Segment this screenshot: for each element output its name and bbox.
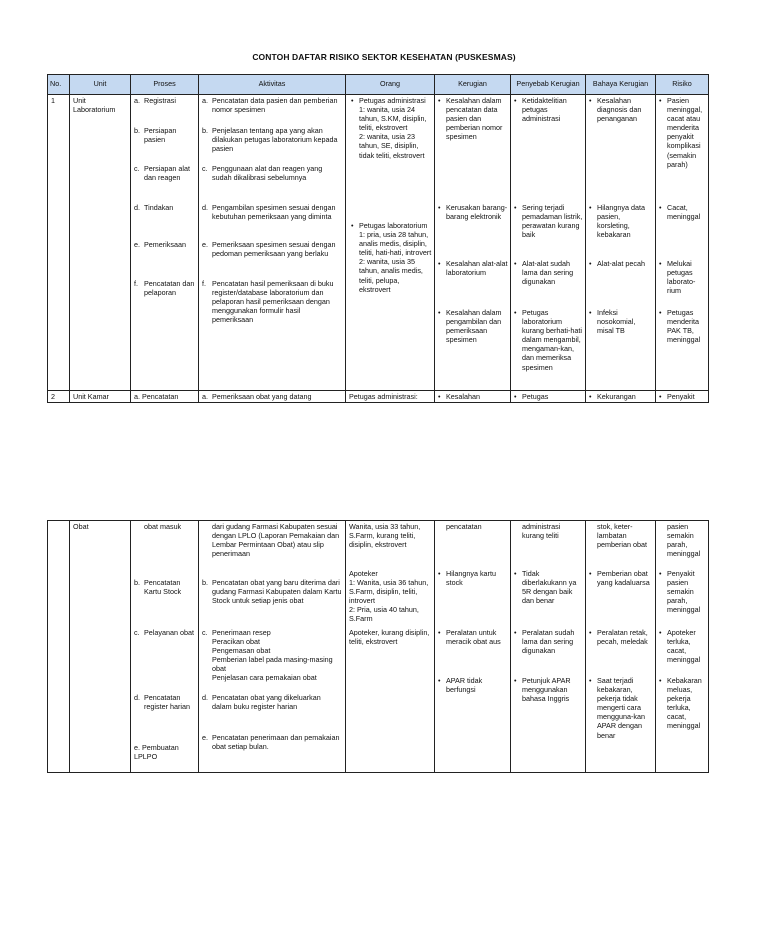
list-item: • Apoteker terluka, cacat, meninggal xyxy=(659,628,701,665)
header-aktivitas: Aktivitas xyxy=(199,75,346,95)
table-row xyxy=(48,95,709,391)
list-item: • Infeksi nosokomial, misal TB xyxy=(589,308,636,336)
row-number xyxy=(48,521,70,773)
list-item: • APAR tidak berfungsi xyxy=(438,676,483,695)
list-item: • Sering terjadi pemadaman listrik, perawatan kurang baik xyxy=(514,203,583,240)
risk-table-part-2 xyxy=(47,520,709,773)
table-row xyxy=(48,391,709,403)
list-item: c. Penggunaan alat dan reagen yang sudah dikalibrasi sebelumnya xyxy=(202,164,323,183)
list-item: administrasi kurang teliti xyxy=(522,522,561,541)
row-number: 1 xyxy=(48,95,70,391)
unit-cell: Unit Kamar xyxy=(70,391,131,403)
list-item: b. Persiapan pasien xyxy=(134,126,177,145)
risiko-cell: • Penyakit xyxy=(656,391,709,403)
list-item: e. Pemeriksaan xyxy=(134,240,186,249)
list-item: f. Pencatatan dan pelaporan xyxy=(134,279,195,298)
list-item: • Petugas laboratorium 1: pria, usia 28 tahun, analis medis, disiplin, teliti, hati-hati, introvert 2: wanita, usia 35 tahun, analis medis, teliti, pelupa, ekstrovert xyxy=(351,221,432,294)
row-number: 2 xyxy=(48,391,70,403)
list-item: d. Pencatatan register harian xyxy=(134,693,190,712)
kerugian-cell xyxy=(435,521,511,773)
risiko-cell xyxy=(656,95,709,391)
list-item: e. Pemeriksaan spesimen sesuai dengan pedoman pemeriksaan yang berlaku xyxy=(202,240,336,259)
risiko-cell xyxy=(656,521,709,773)
list-item: • Kesalahan diagnosis dan penanganan xyxy=(589,96,642,124)
list-item: c. Pelayanan obat xyxy=(134,628,194,637)
kerugian-cell: • Kesalahan xyxy=(435,391,511,403)
table-row xyxy=(48,521,709,773)
list-item: d. Pencatatan obat yang dikeluarkan dalam buku register harian xyxy=(202,693,321,712)
list-item: • Ketidaktelitian petugas administrasi xyxy=(514,96,567,124)
proses-cell xyxy=(131,521,199,773)
list-item: e. Pencatatan penerimaan dan pemakaian obat setiap bulan. xyxy=(202,733,340,752)
aktivitas-cell xyxy=(199,521,346,773)
page-title: CONTOH DAFTAR RISIKO SEKTOR KESEHATAN (PUSKESMAS) xyxy=(252,52,516,62)
penyebab-cell: • Petugas xyxy=(511,391,586,403)
header-orang: Orang xyxy=(346,75,435,95)
bahaya-cell: • Kekurangan xyxy=(586,391,656,403)
list-item: obat masuk xyxy=(144,522,182,531)
list-item: • Petugas laboratorium kurang berhati-hati dalam mengambil, mengaman-kan, dan memeriksa spesimen xyxy=(514,308,582,372)
proses-cell xyxy=(131,95,199,391)
penyebab-cell xyxy=(511,95,586,391)
aktivitas-cell xyxy=(199,95,346,391)
list-item: • Kesalahan dalam pengambilan dan pemeriksaan spesimen xyxy=(438,308,502,345)
list-item: e. Pembuatan LPLPO xyxy=(134,743,179,762)
header-row xyxy=(48,75,709,95)
list-item: • Saat terjadi kebakaran, pekerja tidak mengerti cara mengguna-kan APAR dengan benar xyxy=(589,676,645,740)
list-item: • Hilangnya data pasien, korsleting, kebakaran xyxy=(589,203,645,240)
list-item: • Alat-alat sudah lama dan sering digunakan xyxy=(514,259,574,287)
list-item: stok, keter-lambatan pemberian obat xyxy=(597,522,647,550)
orang-cell xyxy=(346,521,435,773)
list-item: • Melukai petugas laborato-rium xyxy=(659,259,696,296)
list-item: pasien semakin parah, meninggal xyxy=(667,522,701,559)
list-item: Apoteker 1: Wanita, usia 36 tahun, S.Farm, disiplin, teliti, introvert 2: Pria, usia 40 tahun, S.Farm xyxy=(349,569,429,624)
header-no: No. xyxy=(48,75,70,95)
penyebab-cell xyxy=(511,521,586,773)
list-item: • Petugas administrasi 1: wanita, usia 24 tahun, S.KM, disiplin, teliti, ekstrovert 2: wanita, usia 23 tahun, SE, disiplin, tidak teliti, ekstrovert xyxy=(351,96,427,160)
list-item: c. Penerimaan resep Peracikan obat Pengemasan obat Pemberian label pada masing-masing obat Penjelasan cara pemakaian obat xyxy=(202,628,333,683)
list-item: • Tidak diberlakukann ya 5R dengan baik dan benar xyxy=(514,569,577,606)
list-item: Apoteker, kurang disiplin, teliti, ekstrovert xyxy=(349,628,430,647)
list-item: • Pemberian obat yang kadaluarsa xyxy=(589,569,650,588)
list-item: Wanita, usia 33 tahun, S.Farm, kurang teliti, disiplin, ekstrovert xyxy=(349,522,421,550)
list-item: • Cacat, meninggal xyxy=(659,203,701,222)
list-item: pencatatan xyxy=(446,522,482,531)
aktivitas-cell: a. Pemeriksaan obat yang datang xyxy=(199,391,346,403)
orang-cell: Petugas administrasi: xyxy=(346,391,435,403)
list-item: • Petunjuk APAR menggunakan bahasa Inggris xyxy=(514,676,571,704)
kerugian-cell xyxy=(435,95,511,391)
list-item: • Kerusakan barang-barang elektronik xyxy=(438,203,508,222)
list-item: • Penyakit pasien semakin parah, meninggal xyxy=(659,569,701,615)
list-item: a. Pencatatan data pasien dan pemberian nomor spesimen xyxy=(202,96,338,115)
list-item: • Hilangnya kartu stock xyxy=(438,569,496,588)
unit-cell: Obat xyxy=(70,521,131,773)
header-bahaya-kerugian: Bahaya Kerugian xyxy=(586,75,656,95)
list-item: • Alat-alat pecah xyxy=(589,259,645,268)
header-proses: Proses xyxy=(131,75,199,95)
list-item: c. Persiapan alat dan reagen xyxy=(134,164,190,183)
list-item: dari gudang Farmasi Kabupaten sesuai dengan LPLO (Laporan Pemakaian dan Lembar Permintaan Obat) atau slip penerimaan xyxy=(212,522,340,559)
header-risiko: Risiko xyxy=(656,75,709,95)
list-item: b. Penjelasan tentang apa yang akan dilakukan petugas laboratorium kepada pasien xyxy=(202,126,338,154)
list-item: d. Pengambilan spesimen sesuai dengan kebutuhan pemeriksaan yang diminta xyxy=(202,203,336,222)
header-penyebab-kerugian: Penyebab Kerugian xyxy=(511,75,586,95)
list-item: a. Registrasi xyxy=(134,96,176,105)
header-kerugian: Kerugian xyxy=(435,75,511,95)
list-item: • Petugas menderita PAK TB, meninggal xyxy=(659,308,701,345)
bahaya-cell xyxy=(586,521,656,773)
list-item: • Kesalahan alat-alat laboratorium xyxy=(438,259,508,278)
unit-cell: Unit Laboratorium xyxy=(70,95,131,391)
list-item: • Peralatan sudah lama dan sering digunakan xyxy=(514,628,575,656)
list-item: d. Tindakan xyxy=(134,203,174,212)
header-unit: Unit xyxy=(70,75,131,95)
proses-cell: a. Pencatatan xyxy=(131,391,199,403)
list-item: • Peralatan retak, pecah, meledak xyxy=(589,628,648,647)
list-item: f. Pencatatan hasil pemeriksaan di buku register/database laboratorium dan pelaporan hasil pemeriksaan dengan menggunakan formulir hasil pemeriksaan xyxy=(202,279,334,325)
list-item: • Peralatan untuk meracik obat aus xyxy=(438,628,501,647)
list-item: • Kesalahan dalam pencatatan data pasien dan pemberian nomor spesimen xyxy=(438,96,503,142)
risk-table-part-1 xyxy=(47,74,709,403)
list-item: b. Pencatatan Kartu Stock xyxy=(134,578,182,597)
bahaya-cell xyxy=(586,95,656,391)
list-item: • Kebakaran meluas, pekerja terluka, cacat, meninggal xyxy=(659,676,702,731)
list-item: • Pasien meninggal, cacat atau menderita penyakit komplikasi (semakin parah) xyxy=(659,96,703,169)
orang-cell xyxy=(346,95,435,391)
list-item: b. Pencatatan obat yang baru diterima dari gudang Farmasi Kabupaten dalam Kartu Stock untuk setiap jenis obat xyxy=(202,578,342,606)
